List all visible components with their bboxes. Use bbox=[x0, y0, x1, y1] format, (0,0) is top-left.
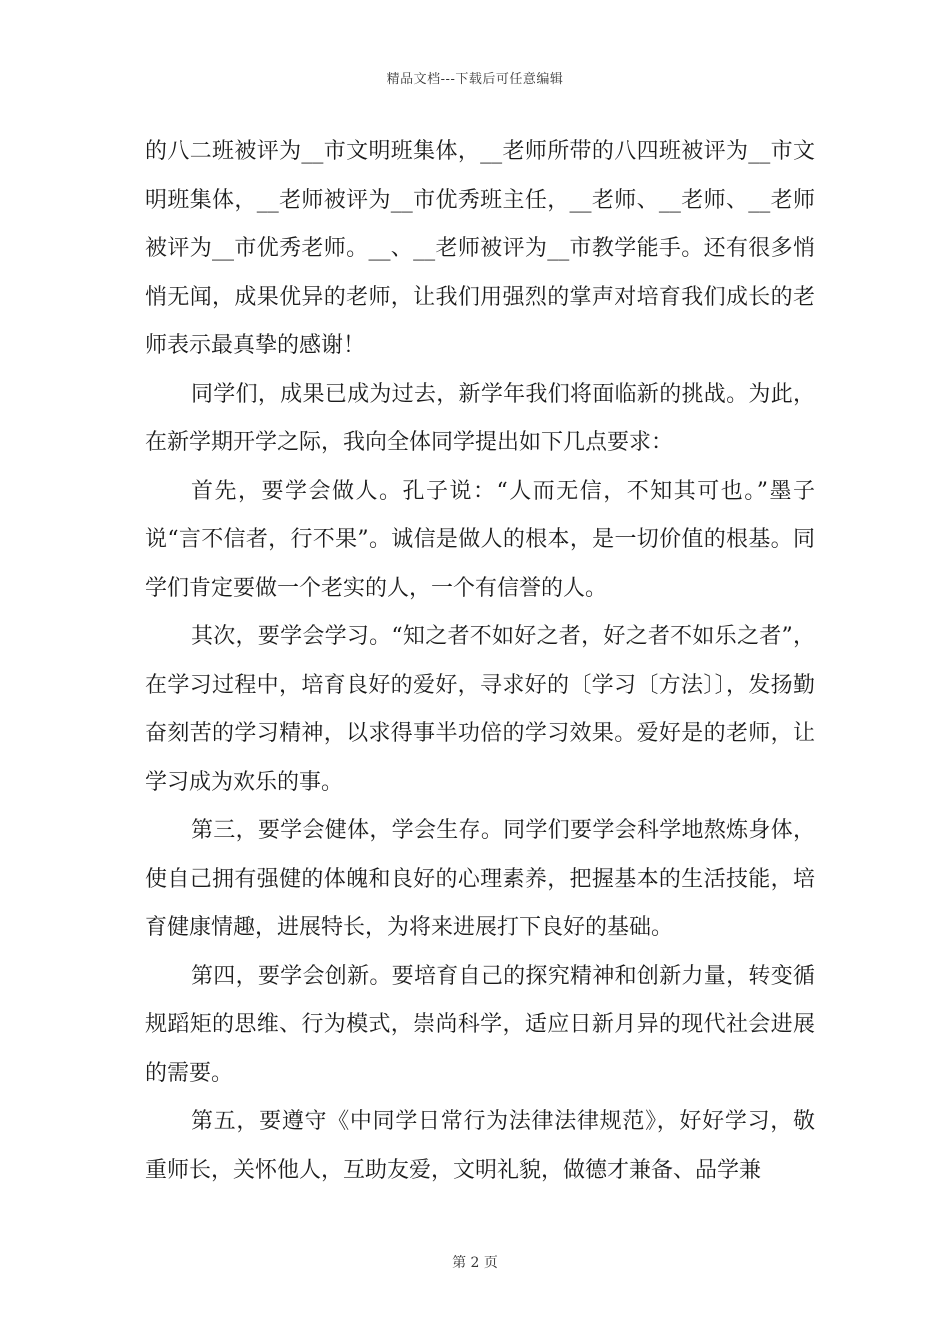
paragraph-2: 同学们，成果已成为过去，新学年我们将面临新的挑战。为此，在新学期开学之际，我向全体同学提出如下几点要求： bbox=[145, 381, 815, 455]
page-number: 第 2 页 bbox=[452, 1255, 498, 1271]
paragraph-6: 第四，要学会创新。要培育自己的探究精神和创新力量，转变循规蹈矩的思维、行为模式，崇尚科学，适应日新月异的现代社会进展的需要。 bbox=[145, 963, 815, 1086]
paragraph-7: 第五，要遵守《中同学日常行为法律法律规范》，好好学习，敬重师长，关怀他人，互助友爱，文明礼貌，做德才兼备、品学兼 bbox=[145, 1109, 815, 1183]
document-body bbox=[145, 128, 815, 1195]
paragraph-3: 首先，要学会做人。孔子说：“人而无信，不知其可也。”墨子说“言不信者，行不果”。诚信是做人的根本，是一切价值的根基。同学们肯定要做一个老实的人，一个有信誉的人。 bbox=[145, 478, 815, 601]
paragraph-5: 第三，要学会健体，学会生存。同学们要学会科学地熬炼身体，使自己拥有强健的体魄和良好的心理素养，把握基本的生活技能，培育健康情趣，进展特长，为将来进展打下良好的基础。 bbox=[145, 818, 815, 940]
paragraph-1: 的八二班被评为__市文明班集体，__老师所带的八四班被评为__市文明班集体，__老师被评为__市优秀班主任，__老师、__老师、__老师被评为__市优秀老师。__、__老师被评为__市教学能手。还有很多悄悄无闻，成果优异的老师，让我们用强烈的掌声对培育我们成长的老师表示最真挚的感谢！ bbox=[145, 139, 815, 358]
paragraph-4: 其次，要学会学习。“知之者不如好之者，好之者不如乐之者”，在学习过程中，培育良好的爱好，寻求好的〔学习〔方法〕〕，发扬勤奋刻苦的学习精神，以求得事半功倍的学习效果。爱好是的老师，让学习成为欢乐的事。 bbox=[145, 624, 815, 795]
page-header: 精品文档---下载后可任意编辑 bbox=[386, 72, 564, 87]
